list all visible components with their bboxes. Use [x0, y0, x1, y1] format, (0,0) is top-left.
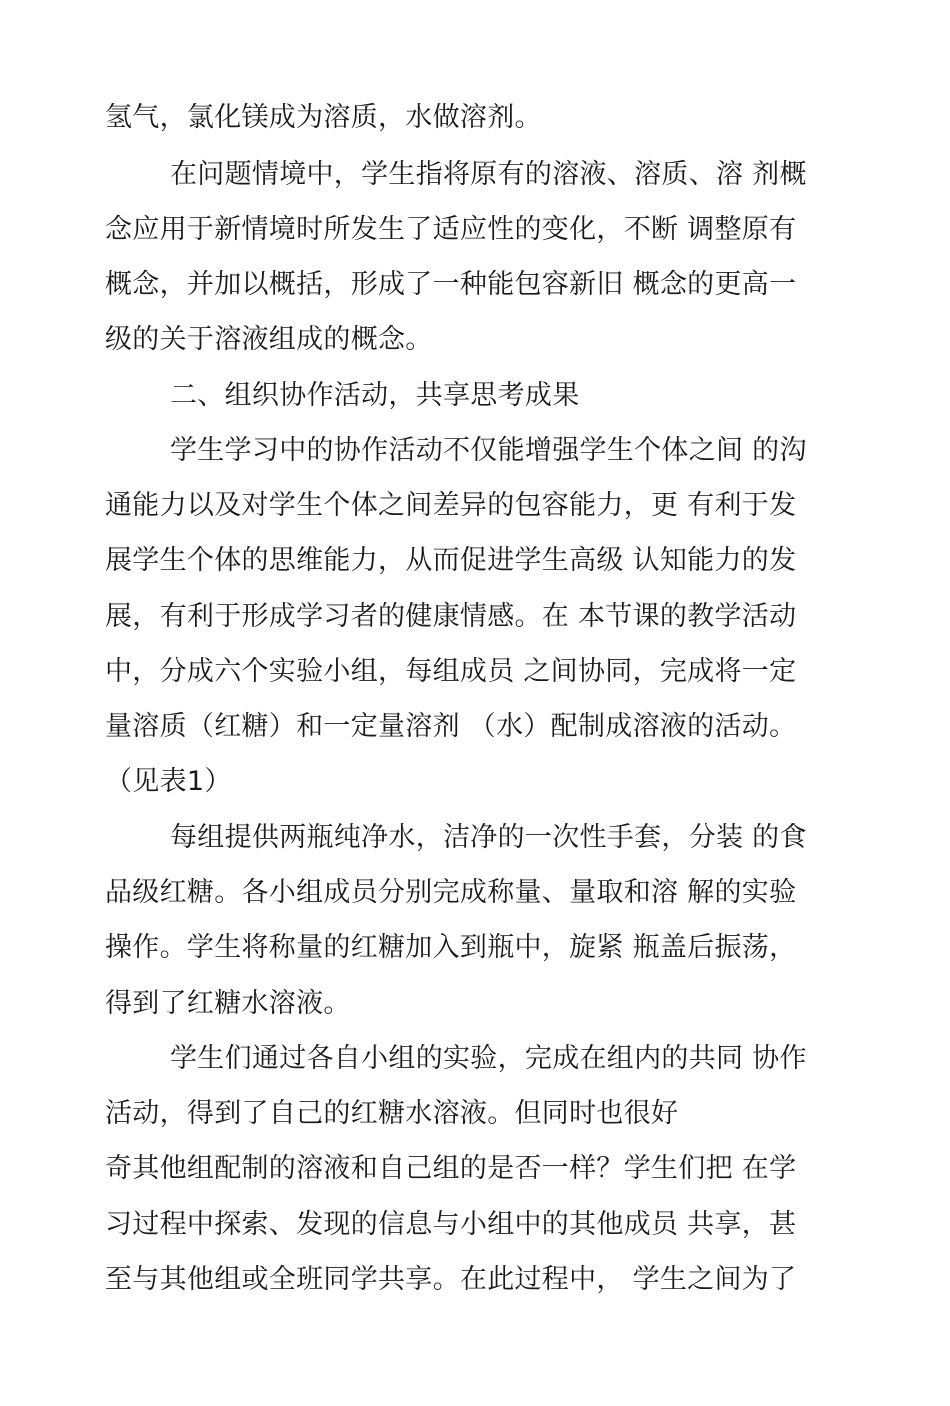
text-line-8: 通能力以及对学生个体之间差异的包容能力，更 有利于发: [105, 490, 797, 521]
text-line-14: 每组提供两瓶纯净水，洁净的一次性手套，分装 的食: [170, 822, 807, 853]
text-line-3: 念应用于新情境时所发生了适应性的变化，不断 调整原有: [105, 214, 797, 245]
text-line-7: 学生学习中的协作活动不仅能增强学生个体之间 的沟: [170, 435, 807, 466]
text-line-5: 级的关于溶液组成的概念。: [105, 324, 433, 355]
text-line-19: 活动，得到了自己的红糖水溶液。但同时也很好: [105, 1098, 679, 1129]
text-line-2: 在问题情境中，学生指将原有的溶液、溶质、溶 剂概: [170, 159, 807, 190]
text-line-17: 得到了红糖水溶液。: [105, 988, 351, 1019]
text-line-16: 操作。学生将称量的红糖加入到瓶中，旋紧 瓶盖后振荡，: [105, 932, 797, 963]
text-line-21: 习过程中探索、发现的信息与小组中的其他成员 共享，甚: [105, 1209, 797, 1240]
text-line-11: 中，分成六个实验小组，每组成员 之间协同，完成将一定: [105, 656, 797, 687]
section-heading: 二、组织协作活动，共享思考成果: [170, 380, 580, 411]
text-line-22: 至与其他组或全班同学共享。在此过程中， 学生之间为了: [105, 1264, 797, 1295]
text-line-10: 展，有利于形成学习者的健康情感。在 本节课的教学活动: [105, 601, 797, 632]
text-line-12: 量溶质（红糖）和一定量溶剂 （水）配制成溶液的活动。: [105, 711, 797, 742]
text-line-18: 学生们通过各自小组的实验，完成在组内的共同 协作: [170, 1043, 807, 1074]
text-line-13: （见表1）: [105, 766, 232, 797]
text-line-9: 展学生个体的思维能力，从而促进学生高级 认知能力的发: [105, 545, 797, 576]
text-line-1: 氢气，氯化镁成为溶质，水做溶剂。: [105, 102, 542, 133]
text-line-20: 奇其他组配制的溶液和自己组的是否一样？学生们把 在学: [105, 1153, 797, 1184]
text-line-15: 品级红糖。各小组成员分别完成称量、量取和溶 解的实验: [105, 877, 797, 908]
text-line-4: 概念，并加以概括，形成了一种能包容新旧 概念的更高一: [105, 269, 797, 300]
